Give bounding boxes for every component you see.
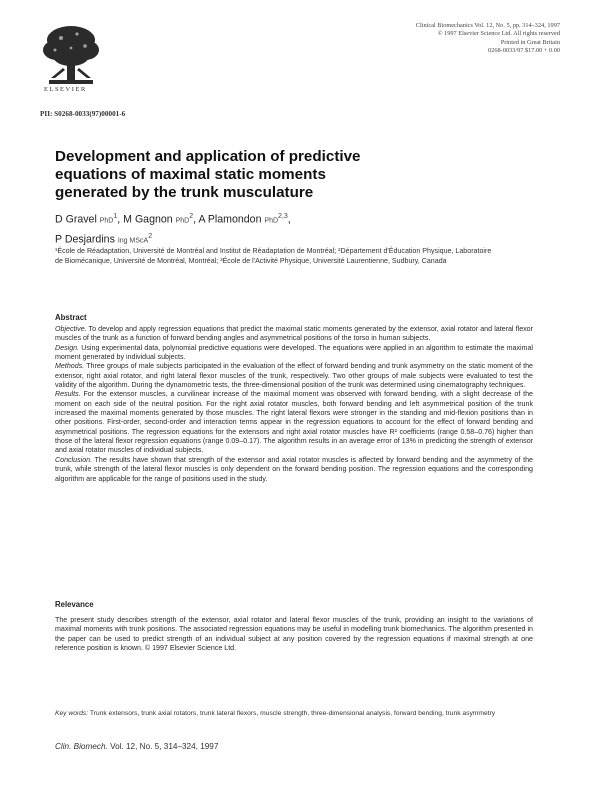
journal-info-line: © 1997 Elsevier Science Ltd. All rights reserved	[437, 30, 560, 38]
results-text: For the extensor muscles, a curvilinear increase of the maximal moment was observed with forward bending, with a slight decrease of the moment on each side of the neutral position. For the right axial rotator muscles, both forward bending and left asymmetrical position of the trunk increased the maximal moments generated by those muscles. The right lateral flexors were stronger in the standing and mid-flexion positions than in other positions. First-order, second-order and interaction terms appear in the regression equations to account for the effect of forward bending and asymmetrical positions. The regression equations for the extensors and right axial rotator muscles have R² coefficients (range 0.58–0.76) higher than those of the lateral flexor regression equations (range 0.09–0.17). The algorithm results in an average error of 13% in predicting the strength of extensor and axial rotator muscles of individual subjects.	[55, 390, 533, 455]
author-degree: Ing MScA	[117, 237, 149, 245]
citation-journal: Clin. Biomech.	[55, 742, 108, 751]
author-list	[55, 209, 495, 248]
journal-info-line: Clinical Biomechanics Vol. 12, No. 5, pp. 314–324, 1997	[415, 22, 560, 29]
abstract-heading: Abstract	[55, 313, 87, 322]
results-label: Results.	[55, 390, 81, 399]
author-separator: ,	[193, 213, 199, 226]
author-name: P Desjardins	[55, 233, 115, 246]
title-line: generated by the trunk musculature	[55, 184, 314, 202]
author-separator: ,	[287, 213, 291, 226]
author-name: A Plamondon	[198, 213, 262, 226]
design-label: Design.	[55, 343, 80, 352]
methods-text: Three groups of male subjects participated in the evaluation of the effect of forward bending and trunk asymmetry on the static moment of the extensor, right axial rotator, and right lateral flexor muscles of the trunk, respectively. Two other groups of male subjects were evaluated to test the validity of the algorithm. During the dynamometric tests, the three-dimensional position of the trunk was determined using cinematography techniques.	[55, 362, 533, 390]
affiliations: ¹École de Réadaptation, Université de Montréal and Institut de Réadaptation de Montréal; ²Département d'Éducation Physique, Laboratoire de Biomécanique, Université de Montréal, Montréal; ³École de l'Activité Physique, Université Laurentienne, Sudbury, Canada	[55, 247, 492, 265]
author-name: M Gagnon	[123, 213, 173, 226]
citation-details: Vol. 12, No. 5, 314–324, 1997	[107, 742, 219, 751]
relevance-text: The present study describes strength of the extensor, axial rotator and lateral flexor muscles of the trunk, providing an insight to the variations of maximal moments with trunk positions. The associated regression equations may be useful in modelling trunk biomechanics. The algorithm presented in the paper can be used to predict strength of an individual subject at any position covered by the regression equations if maximal strength at one reference position is known. © 1997 Elsevier Science Ltd.	[55, 616, 533, 653]
author-affil-mark: 1	[113, 213, 118, 220]
abstract-body	[55, 325, 533, 484]
author-degree: PhD	[99, 217, 114, 225]
abstract-design	[55, 344, 533, 363]
author-name: D Gravel	[55, 213, 97, 226]
author-degree: PhD	[175, 217, 190, 225]
author-separator: ,	[117, 213, 124, 226]
abstract-objective	[55, 325, 533, 344]
pii-code: PII: S0268-0033(97)00001-6	[40, 110, 126, 118]
conclusion-text: The results have shown that strength of the extensor and axial rotator muscles is affected by forward bending and the asymmetry of the trunk, while strength of the lateral flexor muscles is only dependent on the forward bending position. The regression equations and the corresponding algorithm are applicable for the range of positions used in the study.	[55, 455, 533, 483]
abstract-conclusion	[55, 456, 533, 484]
objective-label: Objective.	[55, 325, 87, 333]
paper-title	[55, 148, 475, 203]
methods-label: Methods.	[55, 362, 85, 371]
relevance-heading: Relevance	[55, 600, 94, 609]
author-affil-mark: 2	[189, 213, 194, 220]
publisher-name: ELSEVIER	[44, 86, 87, 93]
author-affil-mark: 2,3	[278, 213, 288, 220]
journal-info-line: 0268-0033/97 $17.00 + 0.00	[488, 47, 560, 55]
title-line: Development and application of predictive	[55, 148, 361, 165]
keywords-label: Key words:	[55, 710, 89, 717]
keywords-text: Trunk extensors, trunk axial rotators, trunk lateral flexors, muscle strength, three-dimensional analysis, forward bending, trunk asymmetry	[88, 710, 496, 717]
abstract-methods	[55, 362, 533, 390]
keywords	[55, 710, 533, 719]
journal-info	[340, 22, 560, 56]
objective-text: To develop and apply regression equations that predict the maximal static moments generated by the extensor, axial rotator and lateral flexor muscles of the trunk as a function of forward bending angles and asymmetrical positions of the torso in human subjects.	[55, 325, 533, 343]
author-affil-mark: 2	[148, 232, 153, 240]
conclusion-label: Conclusion.	[55, 455, 93, 464]
relevance-body	[55, 616, 533, 653]
author-degree: PhD	[264, 217, 279, 225]
abstract-results	[55, 390, 533, 455]
design-text: Using experimental data, polynomial predictive equations were developed. The equations were applied in an algorithm to estimate the maximal moment generated by individual subjects.	[55, 343, 533, 362]
journal-info-line: Printed in Great Britain	[500, 38, 560, 46]
journal-citation	[55, 742, 218, 751]
title-line: equations of maximal static moments	[55, 166, 326, 184]
